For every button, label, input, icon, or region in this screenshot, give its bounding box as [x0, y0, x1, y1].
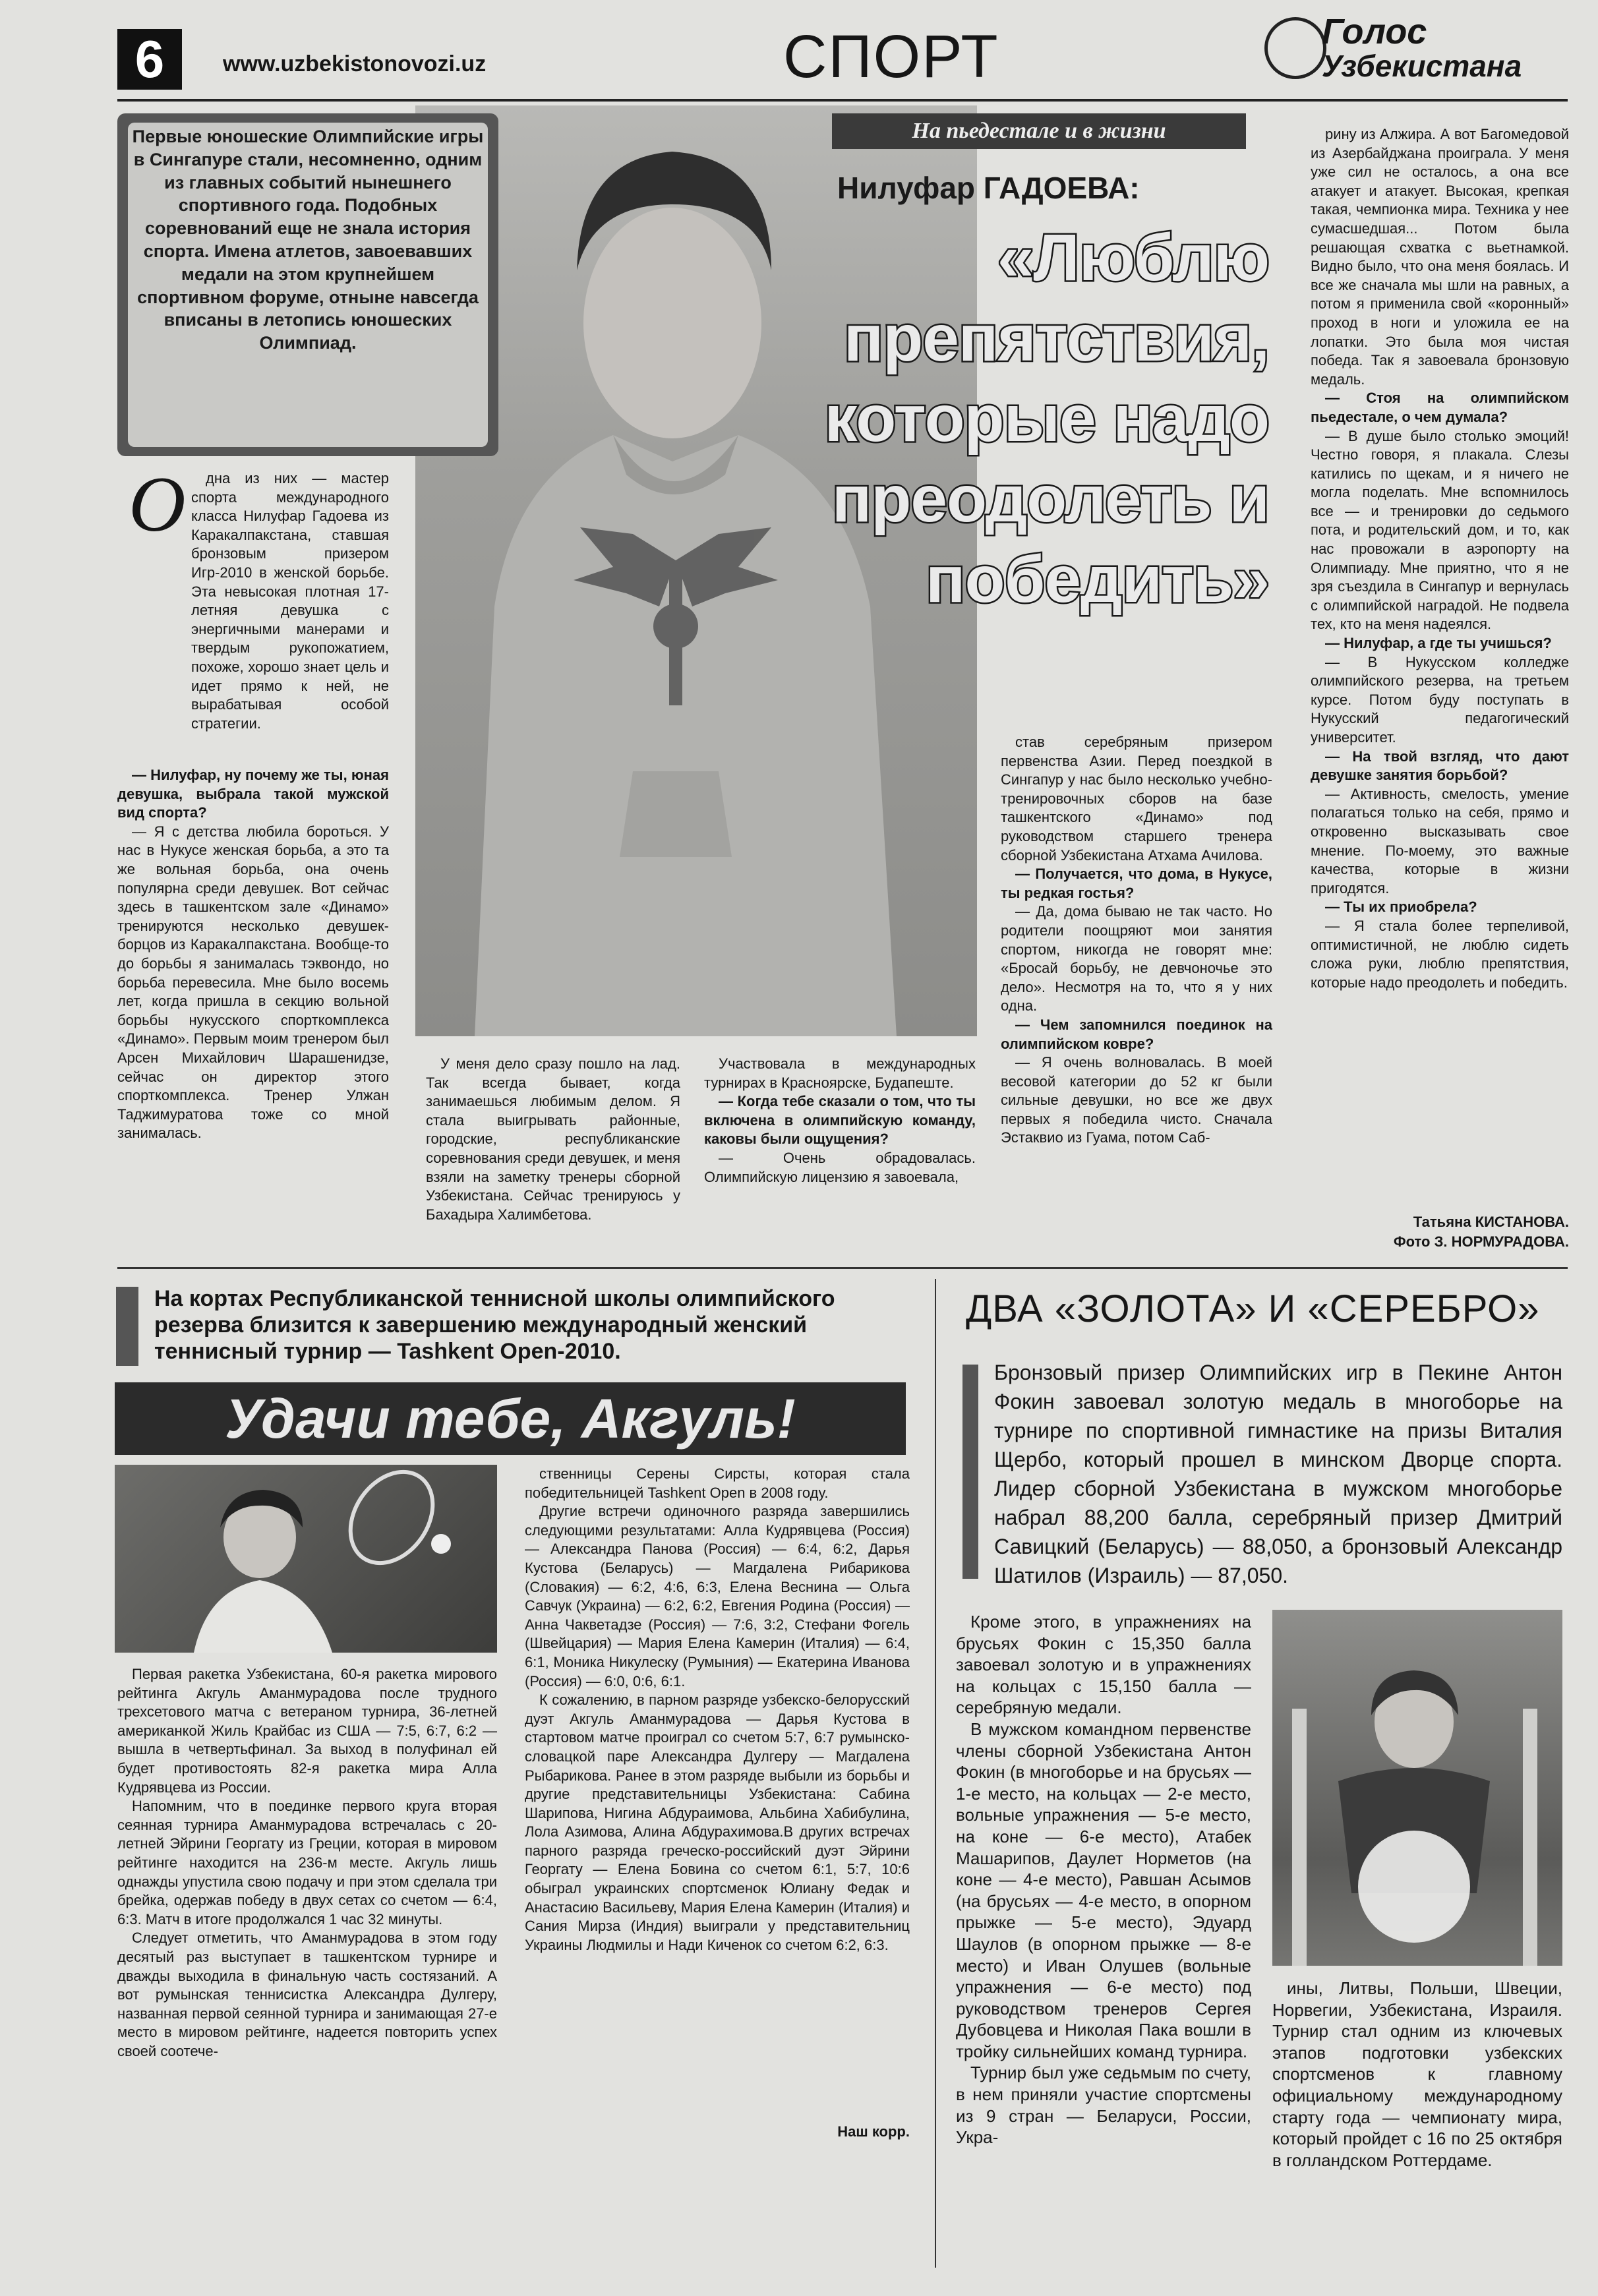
paragraph: — Я стала более терпеливой, оптимистичной, не люблю сидеть сложа руки, люблю препятствия, которые надо преодолеть и победить. [1311, 917, 1569, 991]
interview-kicker: На пьедестале и в жизни [832, 113, 1246, 149]
paragraph: Другие встречи одиночного разряда завершились следующими результатами: Алла Кудрявцева (Россия) — Александра Панова (Россия) — 6:4, 6:2, Дарья Кустова (Беларусь) — Магдалена Рибарикова (Словакия) — 6:2, 4:6, 6:3, Елена Веснина — Ольга Савчук (Украина) — 6:2, 6:2, Евгения Родина (Россия) — Анна Чакветадзе (Россия) — 7:6, 3:2, Стефани Фогель (Швейцария) — Мария Елена Камерин (Италия) — 6:4, 6:1, Моника Никулеску (Румыния) — Екатерина Иванова (Россия) — 6:0, 0:6, 6:1. [525, 1503, 910, 1690]
site-url[interactable]: www.uzbekistonovozi.uz [223, 51, 487, 76]
paragraph: — Активность, смелость, умение полагаться только на себя, прямо и откровенно высказывать свое мнение. По-моему, это важные качества, которые в жизни пригодятся. [1311, 785, 1569, 897]
paragraph: — Нилуфар, а где ты учишься? [1325, 635, 1552, 652]
paragraph: — Чем запомнился поединок на олимпийском ковре? [1001, 1016, 1272, 1052]
tennis-lead: На кортах Республиканской теннисной школы олимпийского резерва близится к завершению международный женский теннисный турнир — Tashkent Open-2010. [154, 1286, 835, 1364]
tennis-column-1 [117, 1665, 497, 2061]
interview-column-3 [704, 1055, 976, 1187]
gymnast-icon [1272, 1610, 1562, 1966]
paragraph: — Да, дома бываю не так часто. Но родители поощряют мои занятия спортом, никогда не говорят мне: «Бросай борьбу, не девчоночье это дело». Несмотря на то, что я у них одна. [1001, 903, 1272, 1015]
paragraph: Следует отметить, что Аманмурадова в этом году десятый раз выступает в ташкентском турнире и дважды выходила в финальную часть состязаний. А вот румынская теннисистка Александра Дулгеру, названная первой сеянной турнира и занимающая 27-е место в мировом рейтинге, надеется повторить успех своей соотече- [117, 1929, 497, 2059]
paragraph: — Нилуфар, ну почему же ты, юная девушка, выбрала такой мужской вид спорта? [117, 767, 389, 821]
page-number: 6 [117, 29, 182, 90]
newspaper-emblem-icon [1264, 17, 1326, 79]
paragraph: дна из них — мастер спорта международного класса Нилуфар Гадоева из Каракалпакстана, ставшая бронзовым призером Игр-2010 в женской борьбе. Эта невысокая плотная 17-летняя девушка с энергичными манерами и твердым рукопожатием, похоже, хорошо знает цель и идет прямо к ней, не вырабатывая особой стратегии. [191, 470, 389, 732]
section-divider [117, 1267, 1568, 1269]
paragraph: рину из Алжира. А вот Багомедовой из Азербайджана проиграла. У меня уже сил не осталось, а она все атакует и атакует. Высокая, крепкая такая, чемпионка мира. Техника у нее сумасшедшая... Потом была решающая схватка с вьетнамкой. Видно было, что она меня боялась. И все же сначала мы шли на равных, а потом я применила свой «коронный» проход в ноги и уложила ее на лопатки. Это была моя чистая победа. Так я завоевала бронзовую медаль. [1311, 126, 1569, 388]
newspaper-logo [1322, 12, 1522, 83]
paragraph: — Я с детства любила бороться. У нас в Нукусе женская борьба, а это та же вольная борьба, она очень популярна среди девушек. Вот сейчас здесь в ташкентском зале «Динамо» тренируются несколько девушек-борцов из Каракалпакстана. Вообще-то до борьбы я занималась тэквондо, но борьба перевесила. Мне было восемь лет, когда пришла в секцию вольной борьбы нукусского спорткомплекса «Динамо». Первым моим тренером был Арсен Михайлович Шарашенидзе, сейчас он директор этого спорткомплекса. Тренер Улжан Таджимуратова тоже со мной занималась. [117, 823, 389, 1142]
paragraph: — Я очень волновалась. В моей весовой категории до 52 кг были сильные девушки, но все же двух первых я победила чисто. Сначала Эстаквио из Гуама, потом Саб- [1001, 1054, 1272, 1146]
gymnastics-lead: Бронзовый призер Олимпийских игр в Пекине Антон Фокин завоевал золотую медаль в многоборье на турнире по спортивной гимнастике на призы Виталия Щербо, который прошел в минском Дворце спорта. Лидер сборной Узбекистана в мужском многоборье набрал 88,200 балла, серебряный призер Дмитрий Савицкий (Беларусь) — 88,050, а бронзовый Александр Шатилов (Израиль) — 87,050. [994, 1361, 1562, 1587]
paragraph: ственницы Серены Сирсты, которая стала победительницей Tashkent Open в 2008 году. [525, 1465, 910, 1501]
paragraph: Участвовала в международных турнирах в Красноярске, Будапеште. [704, 1055, 976, 1091]
column-divider [935, 1279, 936, 2268]
interview-column-2 [426, 1055, 680, 1224]
paragraph: В мужском командном первенстве члены сборной Узбекистана Антон Фокин (в многоборье и на брусьях — 1-е место, на кольцах — 2-е место, вольные упражнения — 5-е место, на коне — 6-е место), Атабек Машарипов, Даулет Норметов (на коне — 4-е место), Равшан Асымов (на брусьях — 4-е место, в опорном прыжке — 5-е место), Эдуард Шаулов (в опорном прыжке — 8-е место) и Иван Олушев (вольные упражнения — 6-е место) под руководством тренеров Сергея Дубовцева и Николая Пака вошли в тройку сильнейших команд турнира. [956, 1719, 1251, 2061]
tennis-headline: Удачи тебе, Акгуль! [115, 1382, 906, 1455]
paragraph: ины, Литвы, Польши, Швеции, Норвегии, Узбекистана, Израиля. Турнир стал одним из ключевых этапов подготовки узбекских спортсменов к главному официальному международному старту года — чемпионату мира, который пройдет с 16 по 25 октября в голландском Роттердаме. [1272, 1978, 1562, 2170]
paragraph: — В Нукусском колледже олимпийского резерва, на третьем курсе. Потом буду поступать в Нукусский педагогический университет. [1311, 653, 1569, 746]
masthead-rule [117, 99, 1568, 102]
drop-cap: О [129, 460, 186, 548]
paragraph: — Ты их приобрела? [1325, 898, 1477, 916]
tennis-player-icon [115, 1465, 497, 1653]
interviewee-name: Нилуфар ГАДОЕВА: [837, 171, 1140, 205]
paragraph: — Получается, что дома, в Нукусе, ты редкая гостья? [1001, 866, 1272, 901]
interview-column-5 [1311, 125, 1569, 992]
gymnastics-column-1 [956, 1611, 1251, 2148]
paragraph: став серебряным призером первенства Азии. Перед поездкой в Сингапур у нас было несколько учебно-тренировочных сборов на базе ташкентского «Динамо» под руководством старшего тренера сборной Узбекистана Атхама Ачилова. [1001, 734, 1272, 864]
section-title: СПОРТ [783, 23, 999, 90]
gymnastics-column-2 [1272, 1978, 1562, 2171]
interview-column-4 [1001, 733, 1272, 1148]
paragraph: Напомним, что в поединке первого круга вторая сеянная турнира Аманмурадова встречалась с 20-летней Эйрини Георгату из Греции, которая в мировом рейтинге находится на 236-м месте. Акгуль лишь однажды упустила свою подачу и при этом сделала три брейка, одержав победу в двух сетах со счетом — 6:4, 6:3. Матч в итоге продолжался 1 час 32 минуты. [117, 1798, 497, 1928]
logo-line-2: Узбекистана [1322, 49, 1522, 83]
paragraph: У меня дело сразу пошло на лад. Так всегда бывает, когда занимаешься любимым делом. Я стала выигрывать районные, городские, республиканские соревнования среди девушек, и меня взяли на заметку тренеры сборной Узбекистана. Сейчас тренируюсь у Бахадыра Халимбетова. [426, 1055, 680, 1223]
interview-column-1 [191, 469, 389, 733]
interview-headline: «Люблю препятствия, которые надо преодолеть и победить» [824, 221, 1269, 616]
paragraph: — На твой взгляд, что дают девушке занятия борьбой? [1311, 748, 1569, 784]
author-signature: Татьяна КИСТАНОВА. [1413, 1214, 1569, 1230]
paragraph: Турнир был уже седьмым по счету, в нем приняли участие спортсмены из 9 стран — Беларуси, России, Укра- [956, 2063, 1251, 2148]
paragraph: — Когда тебе сказали о том, что ты включена в олимпийскую команду, каковы были ощущения? [704, 1093, 976, 1148]
paragraph: — Очень обрадовалась. Олимпийскую лицензию я завоевала, [704, 1149, 976, 1185]
tennis-column-2 [525, 1465, 910, 1955]
paragraph: К сожалению, в парном разряде узбекско-белорусский дуэт Акгуль Аманмурадова — Дарья Кустова в стартовом матче проиграл со счетом 5:7, 6:7 румынско-словацкой паре Александра Дулгеру — Магдалена Рыбарикова. Ранее в этом разряде выбыли из борьбы и другие представительницы Узбекистана: Сабина Шарипова, Нигина Абдураимова, Альбина Хабибулина, Лола Азимова, Алина Абдурахимова.В других встречах парного разряда греческо-российский дуэт Эйрини Георгату — Елена Бовина со счетом 6:1, 5:7, 10:6 обыграл украинских спортсменок Юлиану Федак и Анастасию Васильеву, Мария Елена Камерин (Италия) и Сания Мирза (Индия) выиграли у представительниц Украины Людмилы и Нади Киченок со счетом 6:2, 6:3. [525, 1692, 910, 1953]
photo-credit: Фото З. НОРМУРАДОВА. [1393, 1233, 1569, 1250]
gymnast-photo [1272, 1610, 1562, 1966]
gymnastics-headline: ДВА «ЗОЛОТА» И «СЕРЕБРО» [966, 1287, 1540, 1330]
tennis-photo [115, 1465, 497, 1653]
interview-lead: Первые юношеские Олимпийские игры в Сингапуре стали, несомненно, одним из главных событий нынешнего спортивного года. Подобных соревнований еще не знала история спорта. Имена атлетов, завоевавших медали на этом крупнейшем спортивном форуме, отныне навсегда вписаны в летопись юношеских Олимпиад. [132, 127, 484, 353]
paragraph: — Стоя на олимпийском пьедестале, о чем думала? [1311, 390, 1569, 425]
logo-line-1: Голос [1322, 12, 1427, 51]
tennis-lead-bar [116, 1287, 138, 1366]
interview-column-1b [117, 766, 389, 1143]
gymnastics-lead-bar [962, 1365, 978, 1579]
paragraph: — В душе было столько эмоций! Честно говоря, я плакала. Слезы катились по щекам, и я ничего не могла поделать. Мне вспомнилось все — и тренировки до седьмого пота, и родительский дом, и то, как нас провожали в аэропорту на Олимпиаду. Мне приятно, что я не зря съездила в Сингапур и вернулась с олимпийской наградой. Не подвела тех, кто на меня надеялся. [1311, 427, 1569, 633]
paragraph: Первая ракетка Узбекистана, 60-я ракетка мирового рейтинга Акгуль Аманмурадова после трудного трехсетового матча с ветераном турнира, 36-летней американкой Жиль Крайбас из США — 7:5, 6:7, 6:2 — вышла в четвертьфинал. За выход в полуфинал ей будет противостоять 82-я ракетка мира Алла Кудрявцева из России. [117, 1666, 497, 1796]
tennis-signature: Наш корр. [837, 2123, 910, 2140]
paragraph: Кроме этого, в упражнениях на брусьях Фокин с 15,350 балла завоевал золотую и в упражнениях на кольцах с 15,150 балла — серебряную медали. [956, 1612, 1251, 1718]
